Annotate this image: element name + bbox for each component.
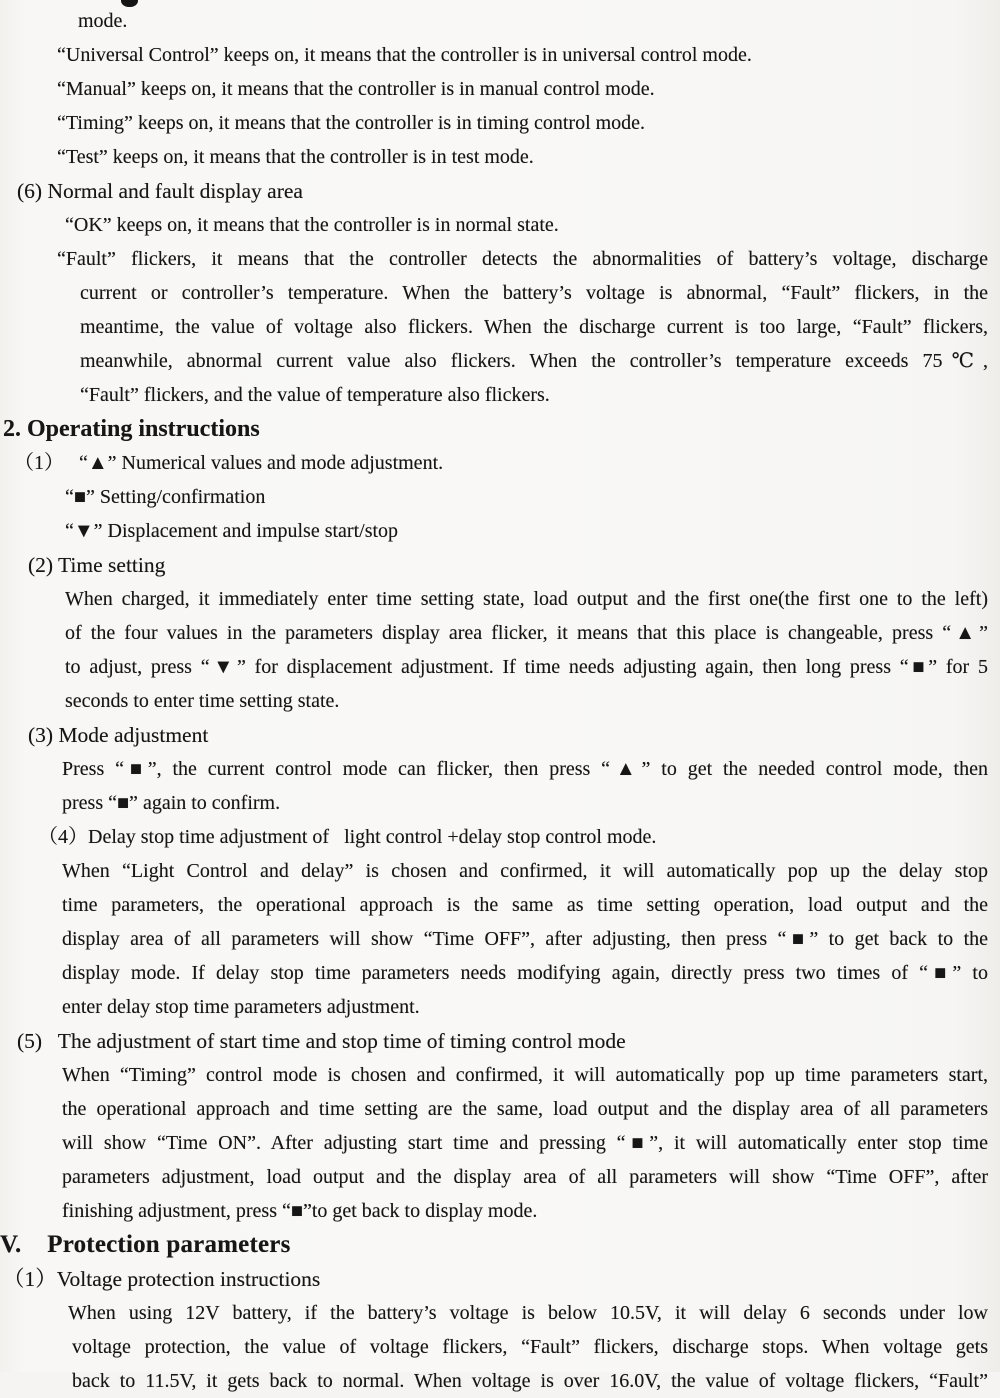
text-line: “Fault” flickers, and the value of temperature also flickers.: [80, 384, 550, 406]
text-line: voltage protection, the value of voltage flickers, “Fault” flickers, discharge stops. When voltage gets: [72, 1336, 988, 1358]
text-line: “Manual” keeps on, it means that the controller is in manual control mode.: [57, 78, 655, 100]
section-heading: (6) Normal and fault display area: [17, 179, 303, 203]
text-line: “Test” keeps on, it means that the controller is in test mode.: [57, 146, 534, 168]
text-line: “Timing” keeps on, it means that the controller is in timing control mode.: [57, 112, 646, 134]
paragraph: [0, 752, 1000, 820]
chapter-heading: V. Protection parameters: [0, 1231, 291, 1258]
paragraph: [0, 582, 1000, 718]
paragraph: [0, 1058, 1000, 1228]
section-heading: (5) The adjustment of start time and stop time of timing control mode: [17, 1029, 626, 1053]
text-line: meantime, the value of voltage also flickers. When the discharge current is too large, “Fault” flickers,: [80, 316, 988, 338]
text-line: Press “■”, the current control mode can flicker, then press “▲” to get the needed control mode, then: [62, 758, 988, 780]
text-line: of the four values in the parameters display area flicker, it means that this place is changeable, press “▲”: [65, 622, 988, 644]
paragraph: [0, 854, 1000, 1024]
text-line: back to 11.5V, it gets back to normal. When voltage is over 16.0V, the value of voltage flickers, “Fault”: [72, 1370, 988, 1392]
text-line: meanwhile, abnormal current value also flickers. When the controller’s temperature exceeds 75℃,: [80, 350, 988, 372]
paragraph: [0, 1296, 1000, 1398]
text-line: When “Light Control and delay” is chosen and confirmed, it will automatically pop up the delay stop: [62, 860, 988, 882]
section-heading: （4）Delay stop time adjustment of light control +delay stop control mode.: [38, 826, 657, 848]
text-line: When “Timing” control mode is chosen and confirmed, it will automatically pop up time parameters start,: [62, 1064, 988, 1086]
paragraph: [0, 242, 1000, 412]
section-heading: (2) Time setting: [28, 553, 166, 577]
text-line: to adjust, press “▼” for displacement adjustment. If time needs adjusting again, then long press “■” for 5: [65, 656, 988, 678]
text-line: time parameters, the operational approach is the same as time setting operation, load output and the: [62, 894, 988, 916]
text-line: “▼” Displacement and impulse start/stop: [65, 520, 399, 542]
text-line: “Fault” flickers, it means that the controller detects the abnormalities of battery’s voltage, discharge: [57, 248, 988, 270]
text-line: the operational approach and time setting are the same, load output and the display area of all parameters: [62, 1098, 988, 1120]
text-line: seconds to enter time setting state.: [65, 690, 340, 712]
text-line: display mode. If delay stop time parameters needs modifying again, directly press two times of “■” to: [62, 962, 988, 984]
section-heading: （1）Voltage protection instructions: [3, 1267, 321, 1291]
text-line: “OK” keeps on, it means that the controller is in normal state.: [65, 214, 559, 236]
text-line: When using 12V battery, if the battery’s voltage is below 10.5V, it will delay 6 seconds under low: [68, 1302, 988, 1324]
text-line: parameters adjustment, load output and the display area of all parameters will show “Time OFF”, after: [62, 1166, 988, 1188]
text-line: “■” Setting/confirmation: [65, 486, 266, 508]
section-heading: (3) Mode adjustment: [28, 723, 209, 747]
text-line: current or controller’s temperature. When the battery’s voltage is abnormal, “Fault” flickers, in the: [80, 282, 988, 304]
text-line: When charged, it immediately enter time setting state, load output and the first one(the first one to the left): [65, 588, 988, 610]
text-line: mode.: [78, 10, 128, 32]
text-line: press “■” again to confirm.: [62, 792, 281, 814]
chapter-heading: 2. Operating instructions: [3, 416, 260, 442]
text-line: enter delay stop time parameters adjustment.: [62, 996, 420, 1018]
text-line: finishing adjustment, press “■”to get back to display mode.: [62, 1200, 538, 1222]
text-line: will show “Time ON”. After adjusting start time and pressing “■”, it will automatically enter stop time: [62, 1132, 988, 1154]
text-line: display area of all parameters will show “Time OFF”, after adjusting, then press “■” to get back to the: [62, 928, 988, 950]
text-line: （1） “▲” Numerical values and mode adjustment.: [14, 452, 444, 474]
text-line: “Universal Control” keeps on, it means that the controller is in universal control mode.: [57, 44, 752, 66]
